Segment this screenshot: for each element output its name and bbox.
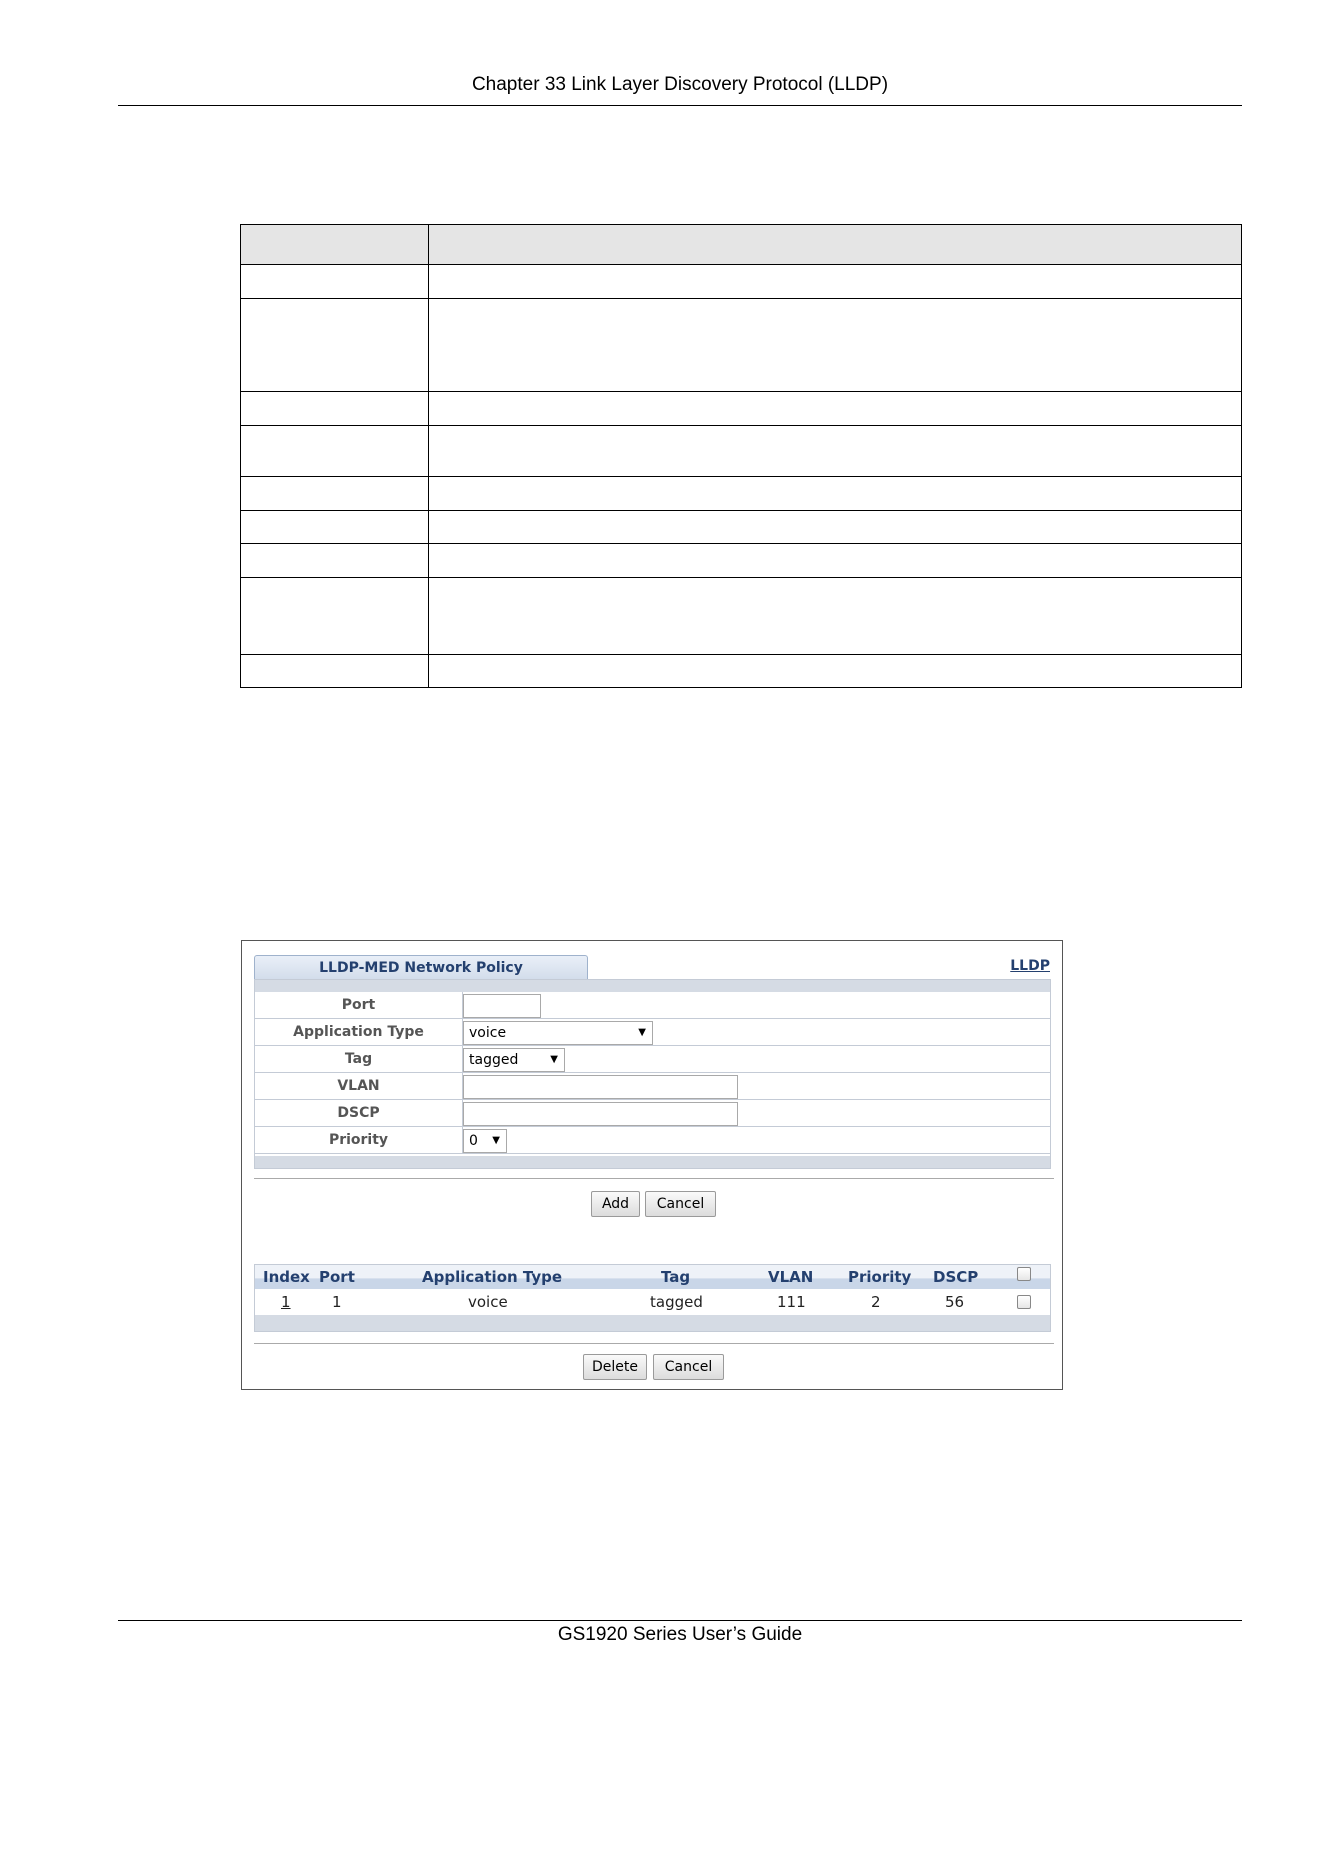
table-row (255, 1289, 1050, 1315)
delete-button[interactable]: Delete (583, 1354, 647, 1380)
divider (254, 1343, 1054, 1344)
column-header-index: Index (263, 1268, 310, 1286)
cancel-button-2[interactable]: Cancel (653, 1354, 724, 1380)
policy-list-header (255, 1265, 1050, 1289)
form-band-bottom (255, 1156, 1050, 1168)
footer-rule (118, 1620, 1242, 1621)
application-type-label: Application Type (255, 1019, 463, 1045)
tab-lldp-med-network-policy[interactable]: LLDP-MED Network Policy (254, 955, 588, 979)
description-table-row (241, 426, 1242, 477)
row-index-link[interactable]: 1 (281, 1293, 291, 1311)
tag-value: tagged (469, 1052, 519, 1068)
network-policy-form (254, 979, 1051, 1169)
description-table-row (241, 299, 1242, 392)
page-footer: GS1920 Series User’s Guide (557, 1624, 803, 1645)
application-type-value: voice (469, 1025, 507, 1041)
chevron-down-icon: ▼ (638, 1027, 646, 1038)
form-row-priority (255, 1127, 1050, 1154)
description-table-row (241, 544, 1242, 578)
row-dscp: 56 (945, 1293, 965, 1311)
form-row-vlan (255, 1073, 1050, 1100)
application-type-select[interactable] (463, 1021, 653, 1045)
lldp-link[interactable]: LLDP (1010, 958, 1050, 974)
column-header-application-type: Application Type (422, 1268, 563, 1286)
priority-label: Priority (255, 1127, 463, 1153)
form-band-top (255, 980, 1050, 992)
chevron-down-icon: ▼ (492, 1135, 500, 1146)
chevron-down-icon: ▼ (550, 1054, 558, 1065)
header-rule (118, 105, 1242, 106)
port-label: Port (255, 992, 463, 1018)
divider (254, 1178, 1054, 1179)
description-table-header (241, 225, 1242, 265)
vlan-input[interactable] (463, 1075, 738, 1099)
description-table-row (241, 655, 1242, 688)
add-button[interactable]: Add (591, 1191, 640, 1217)
form-row-tag (255, 1046, 1050, 1073)
vlan-label: VLAN (255, 1073, 463, 1099)
chapter-header: Chapter 33 Link Layer Discovery Protocol (LLDP) (471, 74, 889, 95)
row-tag: tagged (650, 1293, 703, 1311)
description-table-row (241, 392, 1242, 426)
row-port: 1 (332, 1293, 342, 1311)
port-input[interactable] (463, 994, 541, 1018)
description-header-description (429, 225, 1242, 265)
column-header-port: Port (319, 1268, 355, 1286)
tag-select[interactable] (463, 1048, 565, 1072)
column-header-vlan: VLAN (768, 1268, 814, 1286)
select-all-checkbox[interactable] (1017, 1267, 1031, 1281)
column-header-priority: Priority (848, 1268, 912, 1286)
tag-label: Tag (255, 1046, 463, 1072)
cancel-button[interactable]: Cancel (645, 1191, 716, 1217)
form-row-port (255, 992, 1050, 1019)
priority-select[interactable] (463, 1129, 507, 1153)
description-table (240, 224, 1242, 688)
description-table-row (241, 265, 1242, 299)
row-application-type: voice (468, 1293, 508, 1311)
column-header-tag: Tag (661, 1268, 691, 1286)
form-row-application-type (255, 1019, 1050, 1046)
description-table-row (241, 477, 1242, 511)
list-band-bottom (255, 1315, 1050, 1331)
dscp-label: DSCP (255, 1100, 463, 1126)
form-row-dscp (255, 1100, 1050, 1127)
priority-value: 0 (469, 1133, 478, 1149)
description-table-row (241, 511, 1242, 544)
description-header-label (241, 225, 429, 265)
description-table-row (241, 578, 1242, 655)
dscp-input[interactable] (463, 1102, 738, 1126)
column-header-dscp: DSCP (933, 1268, 979, 1286)
row-priority: 2 (871, 1293, 881, 1311)
row-select-checkbox[interactable] (1017, 1295, 1031, 1309)
network-policy-screenshot (241, 940, 1063, 1390)
policy-list-table (254, 1264, 1051, 1332)
row-vlan: 111 (777, 1293, 806, 1311)
